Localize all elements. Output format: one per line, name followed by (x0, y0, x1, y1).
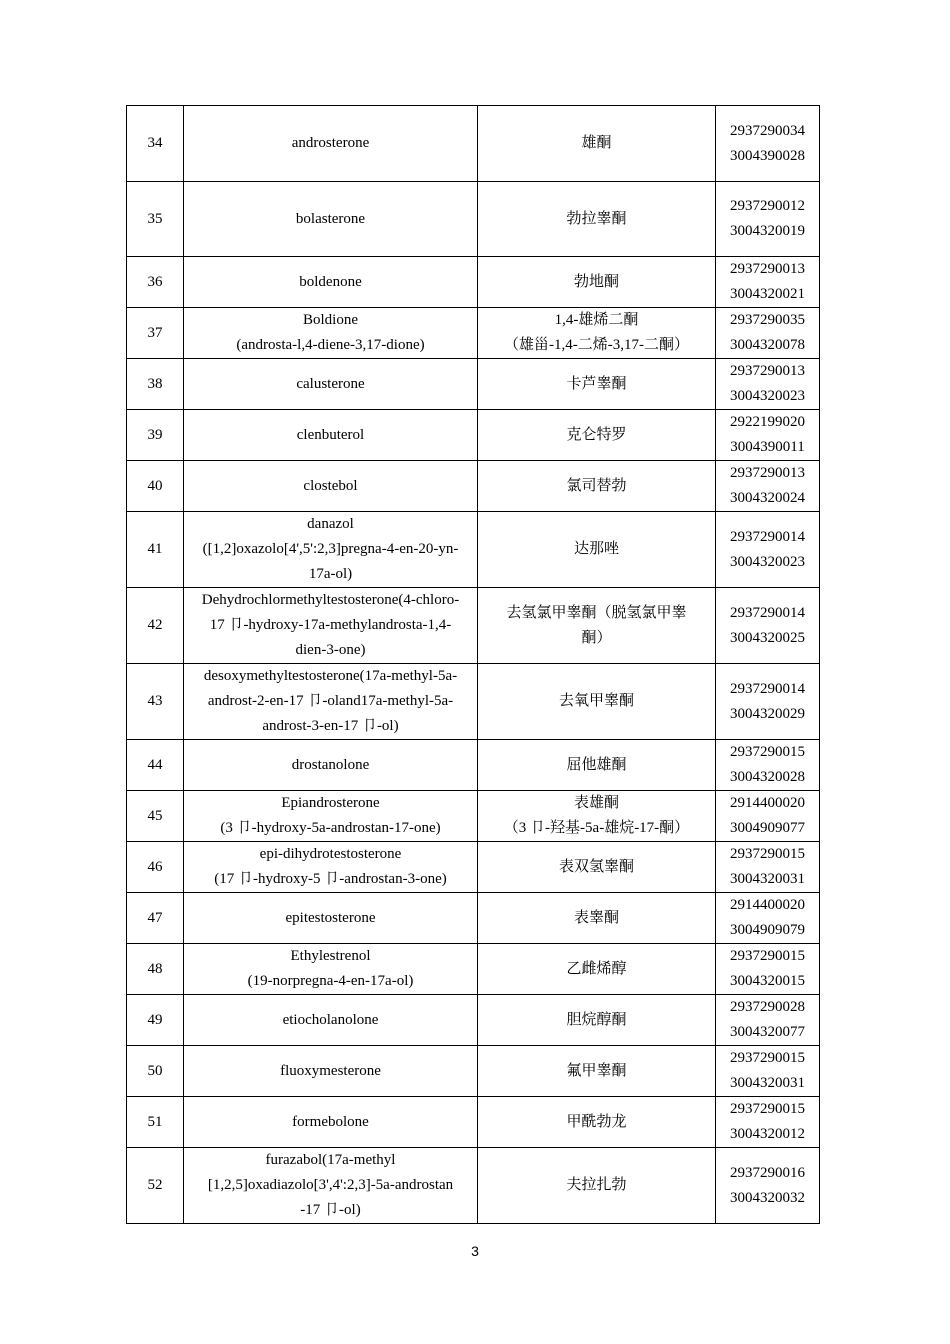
commodity-code: 2937290015 (730, 846, 805, 862)
commodity-code: 2937290015 (730, 744, 805, 760)
chinese-name-line: 氟甲睾酮 (566, 1062, 627, 1079)
commodity-code: 3004320019 (730, 223, 805, 239)
row-number: 35 (147, 210, 163, 227)
table-row (127, 512, 820, 588)
table-row (127, 1148, 820, 1224)
table-row (127, 359, 820, 410)
commodity-code: 3004390028 (730, 147, 805, 164)
english-name-line: androst-3-en-17 卩-ol) (262, 718, 399, 734)
chinese-name-cell (478, 1097, 716, 1148)
commodity-code-cell (716, 461, 820, 512)
chinese-name-cell (478, 461, 716, 512)
chinese-name-cell (478, 1148, 716, 1224)
table-row (127, 1097, 820, 1148)
english-name-cell (184, 1046, 478, 1097)
chinese-name-cell (478, 791, 716, 842)
commodity-code: 2937290016 (730, 1164, 805, 1181)
row-number-cell (127, 995, 184, 1046)
commodity-code-cell (716, 182, 820, 257)
row-number-cell (127, 182, 184, 257)
row-number-cell (127, 791, 184, 842)
commodity-code-cell (716, 1148, 820, 1224)
english-name-line: drostanolone (291, 756, 370, 773)
english-name-cell (184, 842, 478, 893)
commodity-code: 3004320012 (730, 1126, 805, 1142)
chinese-name-line: 卡芦睾酮 (566, 375, 627, 392)
row-number: 41 (147, 541, 163, 557)
commodity-code: 3004320023 (730, 388, 805, 404)
row-number-cell (127, 308, 184, 359)
commodity-code: 3004320024 (730, 490, 805, 506)
commodity-code: 2937290013 (730, 261, 805, 277)
english-name-cell (184, 308, 478, 359)
english-name-line: clenbuterol (296, 426, 365, 443)
english-name-line: epitestosterone (285, 909, 376, 926)
english-name-line: bolasterone (295, 210, 366, 227)
chinese-name-cell (478, 893, 716, 944)
commodity-code-cell (716, 257, 820, 308)
row-number-cell (127, 512, 184, 588)
row-number: 39 (147, 426, 163, 443)
table-row (127, 664, 820, 740)
commodity-code: 3004320077 (730, 1024, 805, 1040)
table-row (127, 106, 820, 182)
table-row (127, 791, 820, 842)
table-row (127, 893, 820, 944)
commodity-code: 2914400020 (730, 897, 805, 913)
row-number: 37 (147, 324, 163, 341)
chinese-name-line: （雄甾-1,4-二烯-3,17-二酮） (504, 337, 689, 353)
english-name-cell (184, 740, 478, 791)
english-name-cell (184, 512, 478, 588)
row-number: 46 (147, 858, 163, 875)
english-name-cell (184, 588, 478, 664)
commodity-code-cell (716, 410, 820, 461)
row-number: 44 (147, 756, 163, 773)
commodity-code: 3004909079 (730, 922, 805, 938)
row-number: 34 (147, 135, 163, 151)
chinese-name-line: 1,4-雄烯二酮 (554, 312, 639, 328)
english-name-cell (184, 664, 478, 740)
chinese-name-cell (478, 995, 716, 1046)
row-number: 52 (147, 1177, 163, 1193)
english-name-line: [1,2,5]oxadiazolo[3',4':2,3]-5a-androstan (207, 1177, 454, 1193)
chinese-name-cell (478, 257, 716, 308)
commodity-code-cell (716, 944, 820, 995)
table-row (127, 308, 820, 359)
english-name-line: ([1,2]oxazolo[4',5':2,3]pregna-4-en-20-yn- (202, 541, 459, 557)
commodity-code: 3004320023 (730, 553, 805, 570)
commodity-code-cell (716, 893, 820, 944)
english-name-line: (17 卩-hydroxy-5 卩-androstan-3-one) (214, 871, 447, 887)
table-row (127, 995, 820, 1046)
row-number-cell (127, 106, 184, 182)
commodity-code-cell (716, 740, 820, 791)
row-number-cell (127, 461, 184, 512)
row-number-cell (127, 944, 184, 995)
chinese-name-line: 酮） (581, 629, 612, 646)
commodity-code-cell (716, 1097, 820, 1148)
english-name-cell (184, 944, 478, 995)
commodity-code-cell (716, 106, 820, 182)
commodity-code: 3004320025 (730, 629, 805, 646)
commodity-code: 2914400020 (730, 795, 805, 811)
english-name-cell (184, 791, 478, 842)
row-number: 50 (147, 1062, 163, 1079)
commodity-code: 3004320032 (730, 1189, 805, 1206)
chinese-name-cell (478, 842, 716, 893)
commodity-code-cell (716, 588, 820, 664)
commodity-code: 2937290028 (730, 999, 805, 1015)
english-name-line: dien-3-one) (295, 642, 366, 658)
commodity-code-cell (716, 359, 820, 410)
english-name-line: furazabol(17a-methyl (265, 1152, 396, 1168)
commodity-code: 3004320021 (730, 286, 805, 302)
commodity-code: 3004320031 (730, 1075, 805, 1091)
row-number: 38 (147, 375, 163, 392)
english-name-line: fluoxymesterone (280, 1062, 381, 1079)
table-row (127, 461, 820, 512)
chinese-name-cell (478, 359, 716, 410)
row-number: 45 (147, 807, 163, 824)
english-name-cell (184, 359, 478, 410)
commodity-code: 3004390011 (730, 439, 805, 455)
row-number-cell (127, 410, 184, 461)
english-name-line: Epiandrosterone (281, 795, 380, 811)
chinese-name-line: 乙雌烯醇 (566, 960, 627, 977)
chinese-name-line: 去氧甲睾酮 (558, 693, 634, 709)
chinese-name-cell (478, 664, 716, 740)
english-name-line: etiocholanolone (282, 1011, 379, 1028)
row-number-cell (127, 664, 184, 740)
table-row (127, 944, 820, 995)
commodity-code-cell (716, 664, 820, 740)
english-name-line: Boldione (303, 312, 358, 328)
chinese-name-line: 克仑特罗 (566, 426, 627, 443)
table-row (127, 257, 820, 308)
commodity-code: 2937290034 (730, 122, 805, 139)
english-name-line: clostebol (303, 477, 358, 494)
english-name-line: -17 卩-ol) (300, 1202, 361, 1218)
english-name-line: boldenone (299, 273, 362, 290)
english-name-line: Dehydrochlormethyltestosterone(4-chloro- (201, 592, 460, 608)
english-name-cell (184, 1148, 478, 1224)
chinese-name-line: 雄酮 (581, 135, 612, 151)
commodity-code-cell (716, 512, 820, 588)
chinese-name-line: 氯司替勃 (566, 477, 627, 494)
english-name-line: Ethylestrenol (290, 948, 371, 964)
english-name-line: danazol (307, 516, 354, 532)
commodity-code: 2937290014 (730, 604, 805, 621)
english-name-line: epi-dihydrotestosterone (259, 846, 402, 862)
commodity-code: 2937290013 (730, 363, 805, 379)
chinese-name-line: 表睾酮 (573, 909, 619, 926)
table-row (127, 588, 820, 664)
chinese-name-line: （3 卩-羟基-5a-雄烷-17-酮） (503, 820, 690, 836)
chinese-name-line: 去氢氯甲睾酮（脱氢氯甲睾 (506, 604, 687, 621)
row-number-cell (127, 1148, 184, 1224)
row-number-cell (127, 740, 184, 791)
commodity-code: 2937290015 (730, 1050, 805, 1066)
commodity-code: 2937290013 (730, 465, 805, 481)
chinese-name-line: 表雄酮 (573, 795, 619, 811)
english-name-line: (androsta-l,4-diene-3,17-dione) (236, 337, 425, 353)
commodity-code: 2937290035 (730, 312, 805, 328)
row-number-cell (127, 1046, 184, 1097)
english-name-line: androsterone (291, 135, 370, 151)
english-name-cell (184, 106, 478, 182)
commodity-code: 3004320028 (730, 769, 805, 785)
row-number-cell (127, 1097, 184, 1148)
commodity-code: 2937290014 (730, 680, 805, 697)
chinese-name-cell (478, 944, 716, 995)
row-number: 47 (147, 909, 163, 926)
chinese-name-cell (478, 1046, 716, 1097)
commodity-code: 2937290014 (730, 528, 805, 545)
chinese-name-line: 胆烷醇酮 (566, 1011, 627, 1028)
chinese-name-cell (478, 740, 716, 791)
commodity-code: 3004320015 (730, 973, 805, 989)
row-number: 49 (147, 1011, 163, 1028)
english-name-cell (184, 893, 478, 944)
commodity-code: 3004909077 (730, 820, 805, 836)
chinese-name-line: 屈他雄酮 (566, 756, 627, 773)
row-number: 43 (147, 693, 163, 709)
english-name-line: desoxymethyltestosterone(17a-methyl-5a- (203, 668, 458, 684)
row-number-cell (127, 842, 184, 893)
chinese-name-line: 表双氢睾酮 (558, 858, 634, 875)
english-name-line: calusterone (296, 375, 365, 392)
row-number: 40 (147, 477, 163, 494)
commodity-code: 2937290012 (730, 198, 805, 214)
english-name-line: 17a-ol) (308, 566, 353, 582)
english-name-line: formebolone (292, 1113, 369, 1130)
substance-table (126, 105, 820, 1224)
english-name-cell (184, 461, 478, 512)
english-name-line: (19-norpregna-4-en-17a-ol) (247, 973, 414, 989)
table-row (127, 182, 820, 257)
commodity-code: 2922199020 (730, 414, 805, 430)
chinese-name-line: 夫拉扎勃 (566, 1177, 627, 1193)
commodity-code: 3004320078 (730, 337, 805, 353)
chinese-name-cell (478, 410, 716, 461)
row-number: 48 (147, 960, 163, 977)
row-number: 36 (147, 273, 163, 290)
commodity-code-cell (716, 791, 820, 842)
commodity-code-cell (716, 842, 820, 893)
table-row (127, 410, 820, 461)
commodity-code: 2937290015 (730, 1101, 805, 1117)
row-number: 51 (147, 1113, 163, 1130)
english-name-cell (184, 182, 478, 257)
row-number-cell (127, 893, 184, 944)
chinese-name-line: 勃拉睾酮 (566, 210, 627, 227)
english-name-line: androst-2-en-17 卩-oland17a-methyl-5a- (207, 693, 454, 709)
table-row (127, 740, 820, 791)
english-name-line: (3 卩-hydroxy-5a-androstan-17-one) (220, 820, 441, 836)
chinese-name-line: 达那唑 (573, 541, 619, 557)
table-row (127, 842, 820, 893)
english-name-cell (184, 1097, 478, 1148)
chinese-name-cell (478, 512, 716, 588)
row-number-cell (127, 588, 184, 664)
commodity-code-cell (716, 995, 820, 1046)
commodity-code: 3004320031 (730, 871, 805, 887)
table-row (127, 1046, 820, 1097)
chinese-name-cell (478, 308, 716, 359)
commodity-code: 2937290015 (730, 948, 805, 964)
chinese-name-line: 甲酰勃龙 (566, 1113, 627, 1130)
commodity-code-cell (716, 308, 820, 359)
english-name-cell (184, 410, 478, 461)
row-number-cell (127, 257, 184, 308)
row-number-cell (127, 359, 184, 410)
page-number: 3 (471, 1243, 479, 1259)
english-name-cell (184, 995, 478, 1046)
english-name-cell (184, 257, 478, 308)
table-body (127, 106, 820, 1224)
chinese-name-cell (478, 182, 716, 257)
commodity-code-cell (716, 1046, 820, 1097)
english-name-line: 17 卩-hydroxy-17a-methylandrosta-1,4- (209, 617, 452, 633)
chinese-name-line: 勃地酮 (573, 273, 619, 290)
chinese-name-cell (478, 588, 716, 664)
row-number: 42 (147, 617, 163, 633)
commodity-code: 3004320029 (730, 705, 805, 722)
chinese-name-cell (478, 106, 716, 182)
